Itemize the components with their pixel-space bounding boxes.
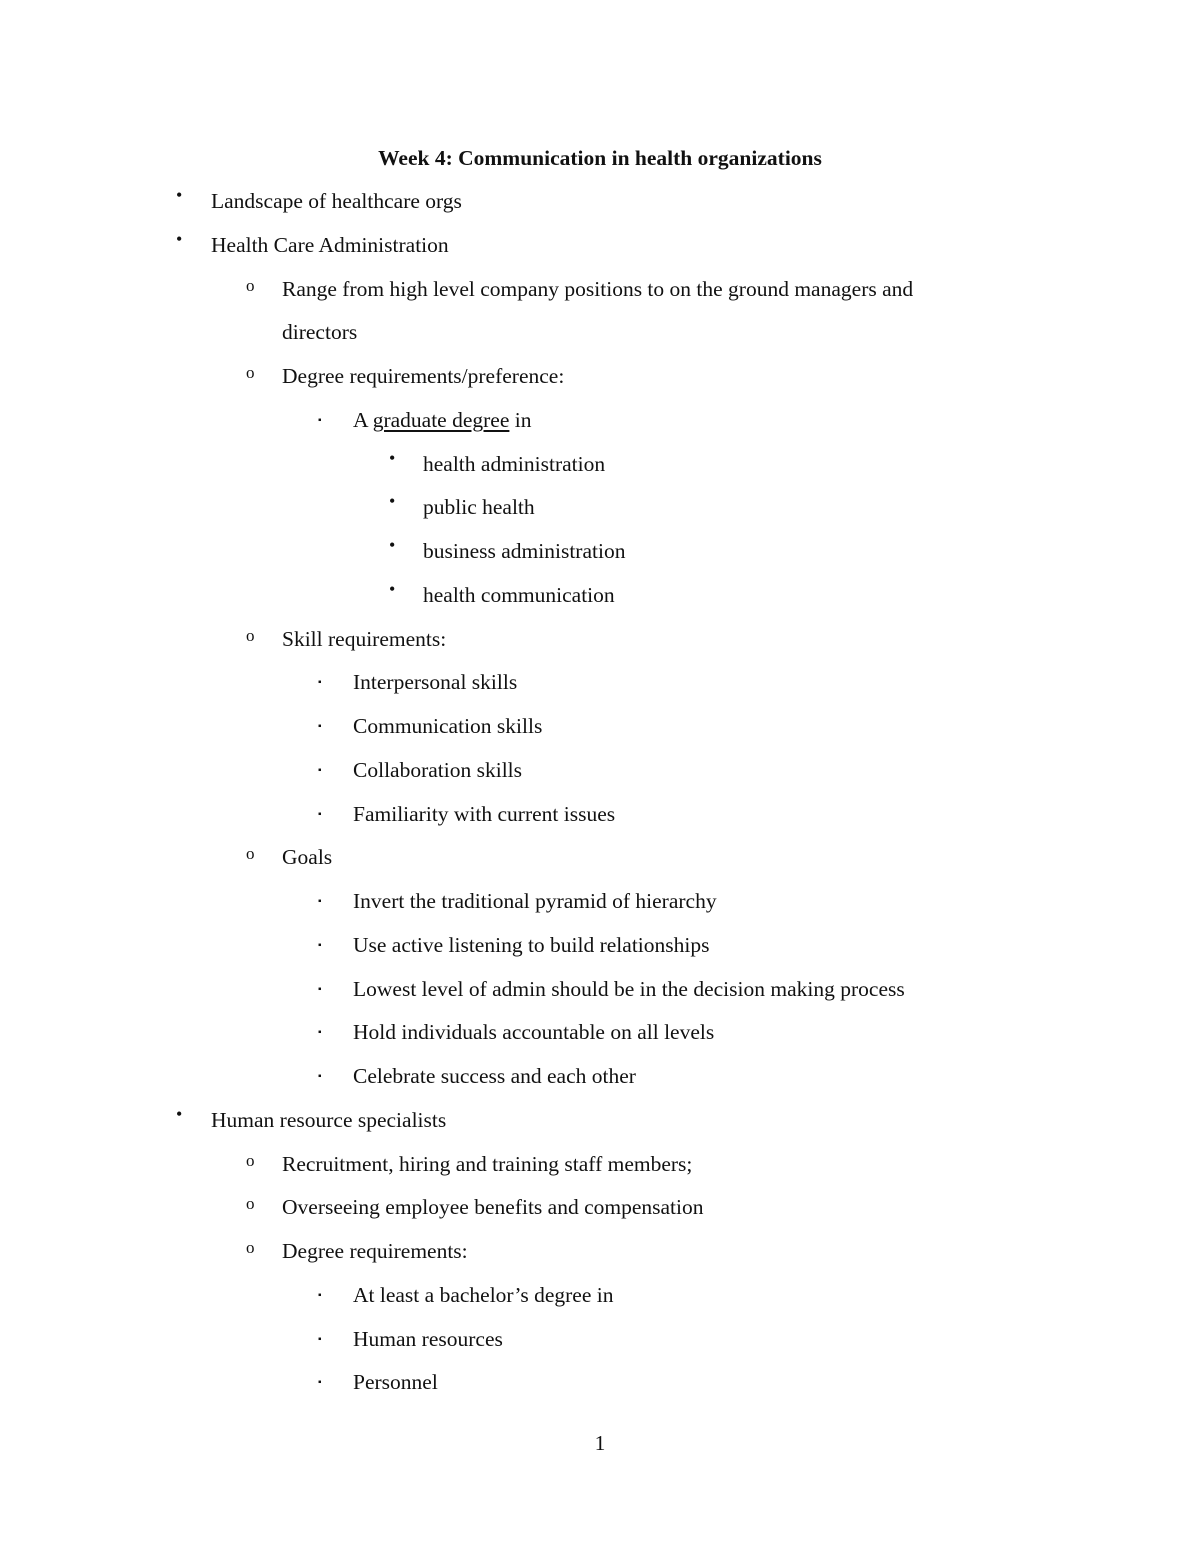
list-item: At least a bachelor’s degree in — [353, 1283, 614, 1307]
bullet-dot-icon: • — [389, 448, 396, 468]
list-item: Degree requirements: — [282, 1239, 468, 1263]
list-item: Landscape of healthcare orgs — [211, 189, 462, 213]
list-item: Goals — [282, 845, 333, 869]
bullet-square-icon: ▪ — [318, 809, 322, 820]
bullet-square-icon: ▪ — [318, 677, 322, 688]
list-item: business administration — [423, 539, 626, 563]
bullet-dot-icon: • — [176, 229, 183, 249]
bullet-dot-icon: • — [389, 491, 396, 511]
bullet-circle-icon: o — [246, 363, 255, 382]
list-item: Invert the traditional pyramid of hierarchy — [353, 889, 717, 913]
list-item: health communication — [423, 583, 615, 607]
bullet-circle-icon: o — [246, 626, 255, 645]
list-item — [353, 405, 532, 435]
bullet-square-icon: ▪ — [318, 896, 322, 907]
list-item: Interpersonal skills — [353, 670, 518, 694]
list-item: Collaboration skills — [353, 758, 523, 782]
bullet-square-icon: ▪ — [318, 984, 322, 995]
bullet-dot-icon: • — [176, 1104, 183, 1124]
bullet-square-icon: ▪ — [318, 415, 322, 426]
bullet-square-icon: ▪ — [318, 1027, 322, 1038]
bullet-square-icon: ▪ — [318, 721, 322, 732]
bullet-circle-icon: o — [246, 1238, 255, 1257]
bullet-dot-icon: • — [176, 185, 183, 205]
bullet-square-icon: ▪ — [318, 1290, 322, 1301]
list-item: Celebrate success and each other — [353, 1064, 636, 1088]
list-item: Range from high level company positions to on the ground managers and — [282, 277, 914, 301]
document-title: Week 4: Communication in health organizations — [378, 146, 822, 170]
list-item-continuation: directors — [282, 320, 358, 344]
bullet-dot-icon: • — [389, 579, 396, 599]
bullet-square-icon: ▪ — [318, 1071, 322, 1082]
list-item: Recruitment, hiring and training staff members; — [282, 1152, 693, 1176]
page-number: 1 — [594, 1431, 606, 1455]
bullet-square-icon: ▪ — [318, 765, 322, 776]
list-item: Skill requirements: — [282, 627, 447, 651]
list-item: Human resource specialists — [211, 1108, 447, 1132]
bullet-circle-icon: o — [246, 276, 255, 295]
bullet-circle-icon: o — [246, 1151, 255, 1170]
list-item: health administration — [423, 452, 606, 476]
list-item-text: A — [353, 408, 373, 432]
list-item-text: in — [509, 408, 532, 432]
bullet-circle-icon: o — [246, 1194, 255, 1213]
list-item: Degree requirements/preference: — [282, 364, 565, 388]
list-item: Familiarity with current issues — [353, 802, 616, 826]
list-item: Personnel — [353, 1370, 438, 1394]
list-item: Lowest level of admin should be in the decision making process — [353, 977, 905, 1001]
bullet-square-icon: ▪ — [318, 940, 322, 951]
list-item: Use active listening to build relationships — [353, 933, 710, 957]
bullet-circle-icon: o — [246, 844, 255, 863]
list-item: Hold individuals accountable on all levels — [353, 1020, 715, 1044]
bullet-square-icon: ▪ — [318, 1377, 322, 1388]
list-item: Communication skills — [353, 714, 543, 738]
list-item: Overseeing employee benefits and compensation — [282, 1195, 704, 1219]
list-item: Human resources — [353, 1327, 503, 1351]
underlined-text: graduate degree — [372, 408, 510, 432]
list-item: public health — [423, 495, 535, 519]
bullet-square-icon: ▪ — [318, 1334, 322, 1345]
list-item: Health Care Administration — [211, 233, 449, 257]
bullet-dot-icon: • — [389, 535, 396, 555]
